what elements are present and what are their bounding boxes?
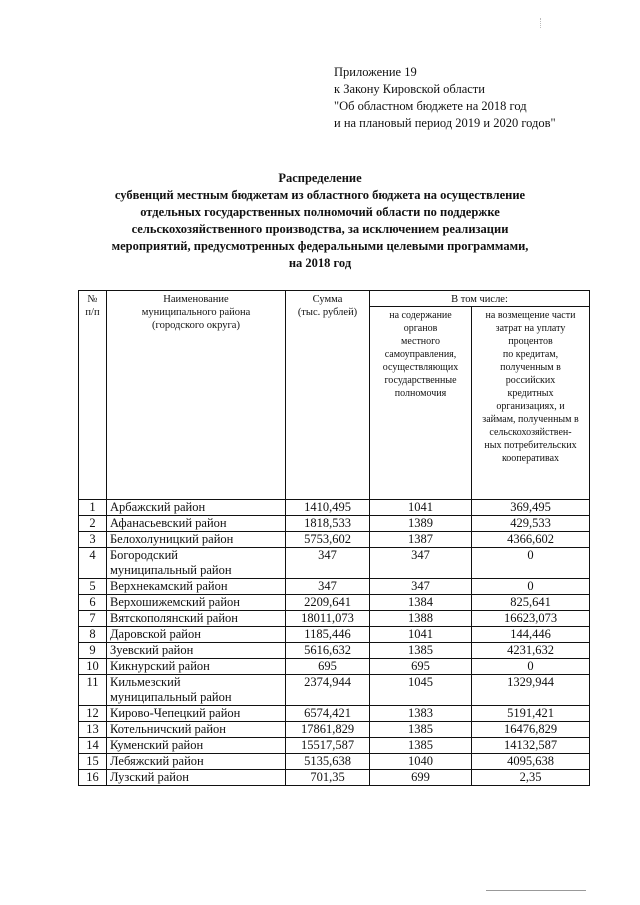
- title-line: на 2018 год: [288, 256, 352, 270]
- admin-cost-value: 1383: [370, 706, 472, 722]
- title-line: отдельных государственных полномочий области по поддержке: [140, 205, 500, 219]
- title-line: субвенций местным бюджетам из областного бюджета на осуществление: [114, 188, 526, 202]
- sum-value: 1185,446: [286, 627, 370, 643]
- admin-cost-value: 695: [370, 659, 472, 675]
- row-number: 12: [79, 706, 107, 722]
- admin-cost-value: 1041: [370, 627, 472, 643]
- title-line: сельскохозяйственного производства, за исключением реализации: [131, 222, 509, 236]
- header-col-b: на возмещение части затрат на уплату процентов по кредитам, полученным в российских кредитных организациях, и займам, полученным в сельскохозяйствен- ных потребительских кооперативах: [472, 307, 590, 500]
- sum-value: 5616,632: [286, 643, 370, 659]
- appendix-line: к Закону Кировской области: [334, 82, 485, 96]
- district-name: Лузский район: [107, 770, 286, 786]
- interest-compensation-value: 0: [472, 659, 590, 675]
- row-number: 16: [79, 770, 107, 786]
- district-name: Белохолуницкий район: [107, 532, 286, 548]
- table-row: [79, 706, 590, 722]
- admin-cost-value: 1389: [370, 516, 472, 532]
- district-name: Вятскополянский район: [107, 611, 286, 627]
- appendix-line: "Об областном бюджете на 2018 год: [334, 99, 527, 113]
- row-number: 4: [79, 548, 107, 579]
- sum-value: 17861,829: [286, 722, 370, 738]
- header-including: В том числе:: [370, 291, 590, 307]
- row-number: 9: [79, 643, 107, 659]
- district-name: Верхошижемский район: [107, 595, 286, 611]
- interest-compensation-value: 16623,073: [472, 611, 590, 627]
- table-row: [79, 754, 590, 770]
- district-name: Даровской район: [107, 627, 286, 643]
- interest-compensation-value: 1329,944: [472, 675, 590, 706]
- admin-cost-value: 1387: [370, 532, 472, 548]
- district-name: Кильмезский муниципальный район: [107, 675, 286, 706]
- title-line: мероприятий, предусмотренных федеральными целевыми программами,: [111, 239, 529, 253]
- row-number: 5: [79, 579, 107, 595]
- sum-value: 347: [286, 579, 370, 595]
- admin-cost-value: 347: [370, 579, 472, 595]
- interest-compensation-value: 5191,421: [472, 706, 590, 722]
- document-title: [60, 170, 580, 272]
- interest-compensation-value: 429,533: [472, 516, 590, 532]
- sum-value: 695: [286, 659, 370, 675]
- interest-compensation-value: 4095,638: [472, 754, 590, 770]
- header-name: Наименование муниципального района (городского округа): [107, 291, 286, 500]
- sum-value: 2209,641: [286, 595, 370, 611]
- interest-compensation-value: 0: [472, 548, 590, 579]
- district-name: Куменский район: [107, 738, 286, 754]
- sum-value: 5753,602: [286, 532, 370, 548]
- row-number: 7: [79, 611, 107, 627]
- header-col-a: на содержание органов местного самоуправления, осуществляющих государственные полномочия: [370, 307, 472, 500]
- appendix-header: [334, 64, 556, 132]
- interest-compensation-value: 16476,829: [472, 722, 590, 738]
- interest-compensation-value: 144,446: [472, 627, 590, 643]
- subvention-table: [78, 290, 590, 786]
- row-number: 8: [79, 627, 107, 643]
- district-name: Арбажский район: [107, 500, 286, 516]
- title-line: Распределение: [278, 171, 362, 185]
- sum-value: 15517,587: [286, 738, 370, 754]
- district-name: Афанасьевский район: [107, 516, 286, 532]
- table-row: [79, 579, 590, 595]
- admin-cost-value: 1384: [370, 595, 472, 611]
- district-name: Лебяжский район: [107, 754, 286, 770]
- admin-cost-value: 1045: [370, 675, 472, 706]
- table-row: [79, 770, 590, 786]
- table-body: [79, 500, 590, 786]
- sum-value: 347: [286, 548, 370, 579]
- row-number: 11: [79, 675, 107, 706]
- header-sum: Сумма (тыс. рублей): [286, 291, 370, 500]
- sum-value: 5135,638: [286, 754, 370, 770]
- district-name: Котельничский район: [107, 722, 286, 738]
- table-row: [79, 500, 590, 516]
- interest-compensation-value: 2,35: [472, 770, 590, 786]
- table-row: [79, 548, 590, 579]
- row-number: 6: [79, 595, 107, 611]
- page-edge-line: [486, 890, 586, 891]
- admin-cost-value: 347: [370, 548, 472, 579]
- interest-compensation-value: 4366,602: [472, 532, 590, 548]
- sum-value: 18011,073: [286, 611, 370, 627]
- table-row: [79, 643, 590, 659]
- table-row: [79, 611, 590, 627]
- table-row: [79, 738, 590, 754]
- row-number: 1: [79, 500, 107, 516]
- sum-value: 1410,495: [286, 500, 370, 516]
- admin-cost-value: 1385: [370, 738, 472, 754]
- table-row: [79, 595, 590, 611]
- admin-cost-value: 1041: [370, 500, 472, 516]
- admin-cost-value: 1388: [370, 611, 472, 627]
- admin-cost-value: 1385: [370, 722, 472, 738]
- sum-value: 2374,944: [286, 675, 370, 706]
- sum-value: 6574,421: [286, 706, 370, 722]
- sum-value: 1818,533: [286, 516, 370, 532]
- interest-compensation-value: 14132,587: [472, 738, 590, 754]
- row-number: 13: [79, 722, 107, 738]
- table-row: [79, 627, 590, 643]
- district-name: Кикнурский район: [107, 659, 286, 675]
- header-num: № п/п: [79, 291, 107, 500]
- row-number: 10: [79, 659, 107, 675]
- row-number: 3: [79, 532, 107, 548]
- row-number: 2: [79, 516, 107, 532]
- admin-cost-value: 1040: [370, 754, 472, 770]
- appendix-line: Приложение 19: [334, 65, 417, 79]
- appendix-line: и на плановый период 2019 и 2020 годов": [334, 116, 556, 130]
- admin-cost-value: 1385: [370, 643, 472, 659]
- sum-value: 701,35: [286, 770, 370, 786]
- table-row: [79, 722, 590, 738]
- table-row: [79, 516, 590, 532]
- row-number: 15: [79, 754, 107, 770]
- admin-cost-value: 699: [370, 770, 472, 786]
- table-row: [79, 659, 590, 675]
- table-row: [79, 532, 590, 548]
- interest-compensation-value: 369,495: [472, 500, 590, 516]
- district-name: Богородский муниципальный район: [107, 548, 286, 579]
- interest-compensation-value: 825,641: [472, 595, 590, 611]
- interest-compensation-value: 4231,632: [472, 643, 590, 659]
- row-number: 14: [79, 738, 107, 754]
- scan-dot-mark: [540, 18, 542, 28]
- district-name: Верхнекамский район: [107, 579, 286, 595]
- table-row: [79, 675, 590, 706]
- interest-compensation-value: 0: [472, 579, 590, 595]
- district-name: Зуевский район: [107, 643, 286, 659]
- district-name: Кирово-Чепецкий район: [107, 706, 286, 722]
